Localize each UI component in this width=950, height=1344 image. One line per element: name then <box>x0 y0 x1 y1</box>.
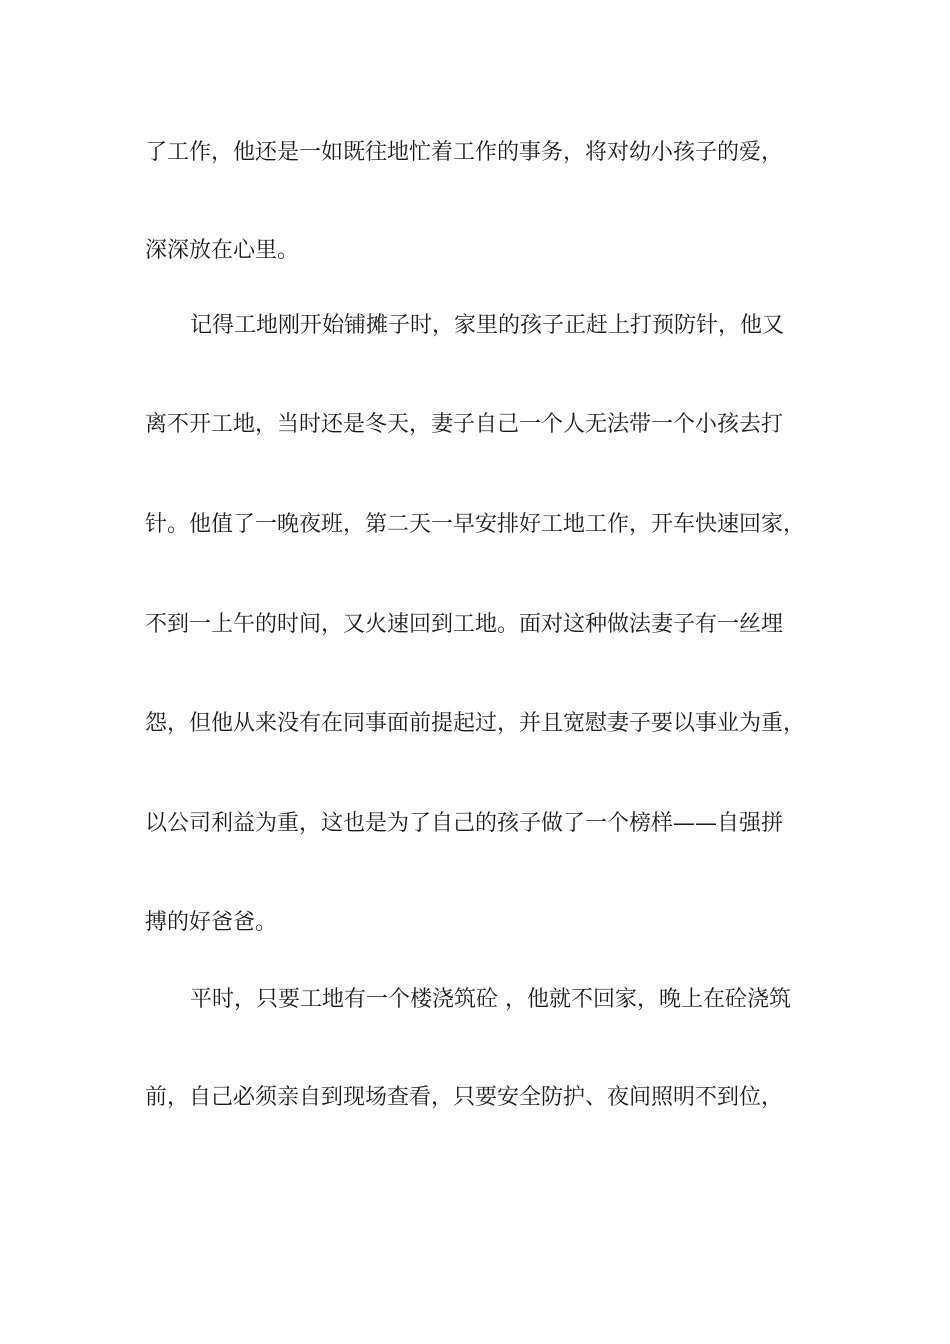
text-line: 搏的好爸爸。 <box>145 910 278 935</box>
text-line: 前，自己必须亲自到现场查看，只要安全防护、夜间照明不到位， <box>145 1085 784 1110</box>
paragraph-start-line: 平时，只要工地有一个楼浇筑砼 ，他就不回家，晚上在砼浇筑 <box>190 987 791 1012</box>
text-line: 不到一上午的时间，又火速回到工地。面对这种做法妻子有一丝埋 <box>145 612 784 637</box>
text-line: 离不开工地，当时还是冬天，妻子自己一个人无法带一个小孩去打 <box>145 412 784 437</box>
text-line: 深深放在心里。 <box>145 238 300 263</box>
paragraph-start-line: 记得工地刚开始铺摊子时，家里的孩子正赶上打预防针，他又 <box>190 313 785 338</box>
text-line: 以公司利益为重，这也是为了自己的孩子做了一个榜样——自强拼 <box>145 811 784 836</box>
text-line: 了工作，他还是一如既往地忙着工作的事务，将对幼小孩子的爱， <box>145 140 784 165</box>
text-line: 针。他值了一晚夜班，第二天一早安排好工地工作，开车快速回家， <box>145 512 806 537</box>
text-line: 怨，但他从来没有在同事面前提起过，并且宽慰妻子要以事业为重， <box>145 711 806 736</box>
